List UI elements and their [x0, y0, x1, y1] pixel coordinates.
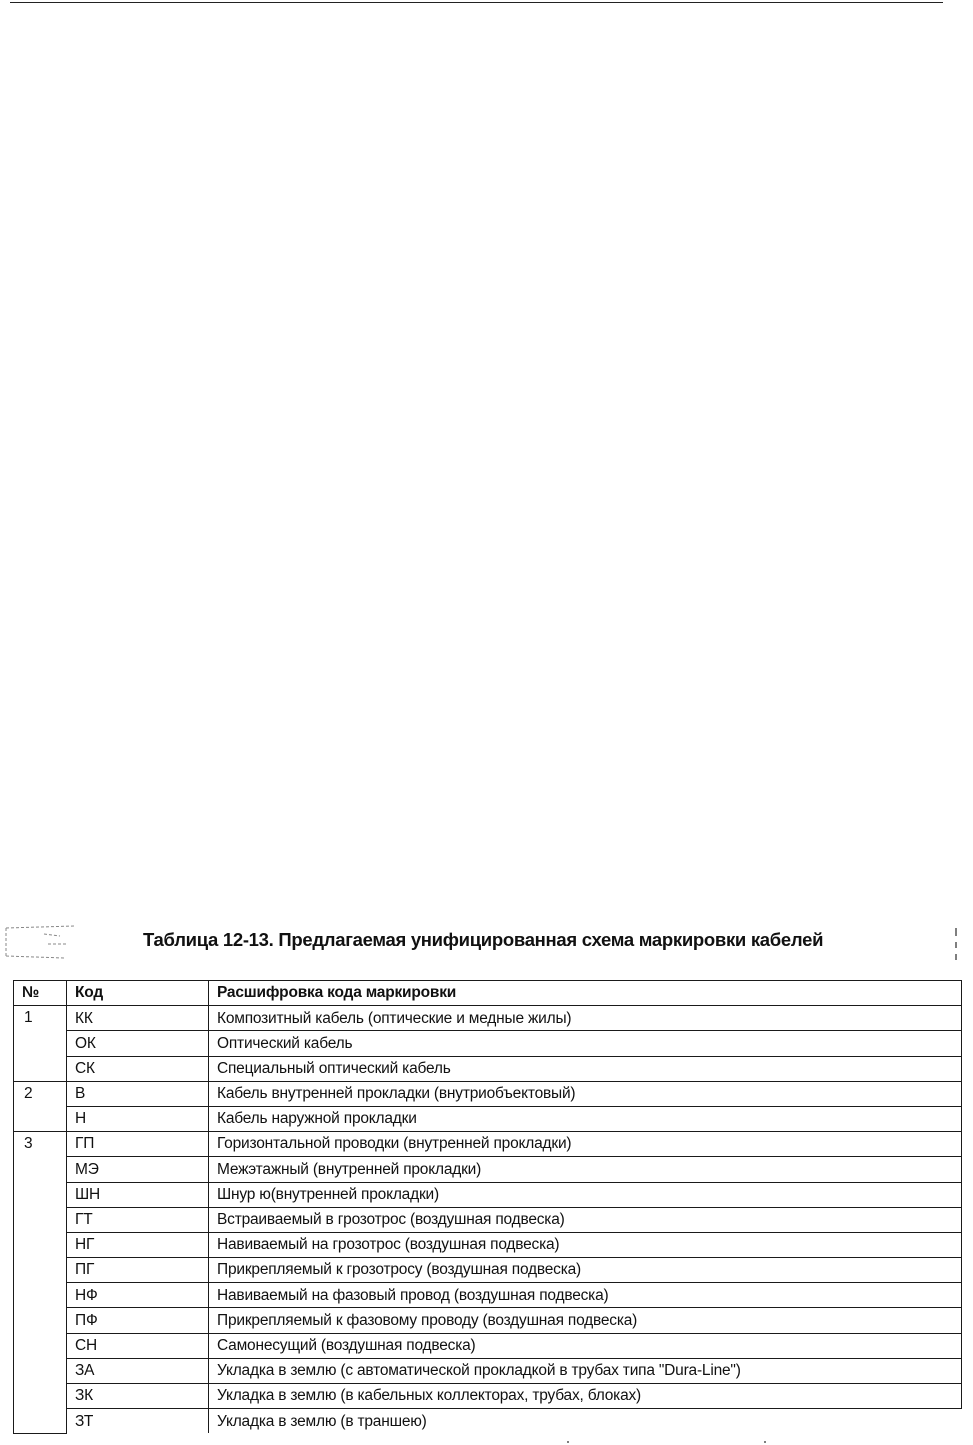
scan-artifact-right	[953, 928, 959, 960]
group-number: 3	[14, 1132, 67, 1434]
description-cell: Укладка в землю (с автоматической прокладкой в трубах типа "Dura-Line")	[209, 1358, 962, 1383]
description-cell: Композитный кабель (оптические и медные жилы)	[209, 1006, 962, 1031]
description-cell: Кабель наружной прокладки	[209, 1106, 962, 1131]
table-row	[14, 1157, 962, 1182]
group-number: 1	[14, 1006, 67, 1082]
description-cell: Специальный оптический кабель	[209, 1056, 962, 1081]
table-row	[14, 1106, 962, 1131]
code-cell: ПФ	[67, 1308, 209, 1333]
description-cell: Прикрепляемый к фазовому проводу (воздушная подвеска)	[209, 1308, 962, 1333]
table-row	[14, 1258, 962, 1283]
group-number: 2	[14, 1081, 67, 1131]
code-cell: НГ	[67, 1232, 209, 1257]
header-description: Расшифровка кода маркировки	[209, 981, 962, 1006]
table-row	[14, 1081, 962, 1106]
description-cell: Межэтажный (внутренней прокладки)	[209, 1157, 962, 1182]
table-row	[14, 1333, 962, 1358]
description-cell: Укладка в землю (в траншею)	[209, 1409, 962, 1434]
table-row	[14, 1182, 962, 1207]
table-row	[14, 1031, 962, 1056]
code-cell: ШН	[67, 1182, 209, 1207]
description-cell: Кабель внутренней прокладки (внутриобъектовый)	[209, 1081, 962, 1106]
code-cell: ЗА	[67, 1358, 209, 1383]
description-cell: Шнур ю(внутренней прокладки)	[209, 1182, 962, 1207]
table-row	[14, 1207, 962, 1232]
table-row	[14, 1358, 962, 1383]
table-row	[14, 1006, 962, 1031]
top-page-rule	[10, 2, 943, 3]
table-row	[14, 1132, 962, 1157]
code-cell: В	[67, 1081, 209, 1106]
code-cell: МЭ	[67, 1157, 209, 1182]
code-cell: СК	[67, 1056, 209, 1081]
code-cell: ЗК	[67, 1384, 209, 1409]
description-cell: Навиваемый на фазовый провод (воздушная подвеска)	[209, 1283, 962, 1308]
description-cell: Прикрепляемый к грозотросу (воздушная подвеска)	[209, 1258, 962, 1283]
description-cell: Укладка в землю (в кабельных коллекторах, трубах, блоках)	[209, 1384, 962, 1409]
description-cell: Самонесущий (воздушная подвеска)	[209, 1333, 962, 1358]
scan-artifact-bottom	[0, 1438, 973, 1445]
code-cell: ГТ	[67, 1207, 209, 1232]
code-cell: ПГ	[67, 1258, 209, 1283]
code-cell: СН	[67, 1333, 209, 1358]
code-cell: Н	[67, 1106, 209, 1131]
description-cell: Горизонтальной проводки (внутренней прокладки)	[209, 1132, 962, 1157]
table-row	[14, 1232, 962, 1257]
cable-marking-table	[13, 980, 962, 1434]
header-code: Код	[67, 981, 209, 1006]
table-title: Таблица 12-13. Предлагаемая унифицированная схема маркировки кабелей	[143, 929, 824, 950]
code-cell: КК	[67, 1006, 209, 1031]
scan-artifact-left	[4, 922, 84, 962]
code-cell: ЗТ	[67, 1409, 209, 1434]
description-cell: Оптический кабель	[209, 1031, 962, 1056]
header-num: №	[14, 981, 67, 1006]
description-cell: Навиваемый на грозотрос (воздушная подвеска)	[209, 1232, 962, 1257]
table-row	[14, 1283, 962, 1308]
code-cell: ОК	[67, 1031, 209, 1056]
code-cell: ГП	[67, 1132, 209, 1157]
description-cell: Встраиваемый в грозотрос (воздушная подвеска)	[209, 1207, 962, 1232]
table-row	[14, 1308, 962, 1333]
table-row	[14, 1409, 962, 1434]
table-row	[14, 1384, 962, 1409]
code-cell: НФ	[67, 1283, 209, 1308]
table-row	[14, 1056, 962, 1081]
table-header-row	[14, 981, 962, 1006]
